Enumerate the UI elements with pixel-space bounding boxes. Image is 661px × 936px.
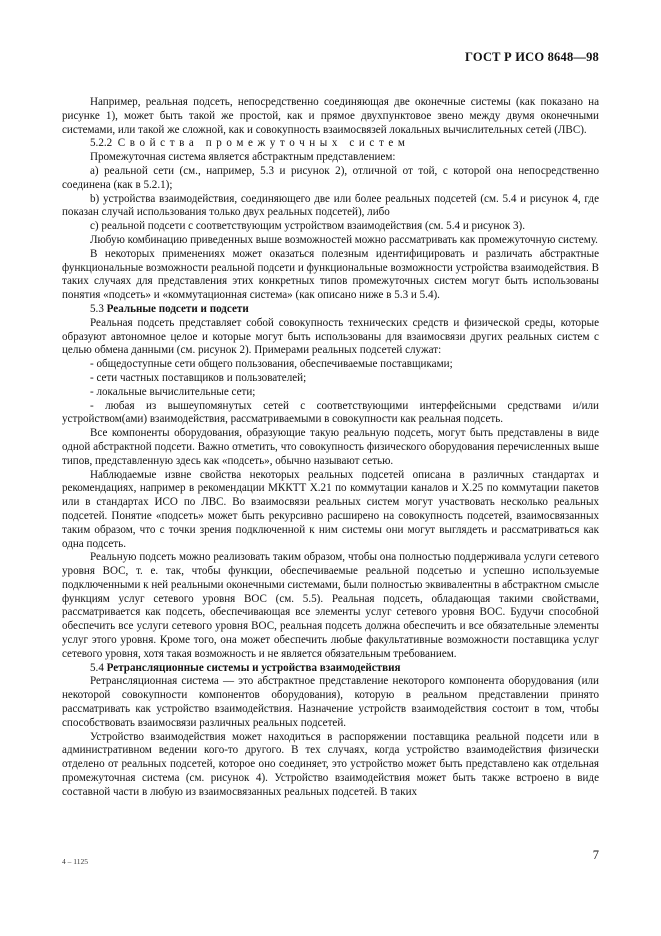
paragraph: Реальная подсеть представляет собой совокупность технических средств и физической среды, которые образуют автономное целое и которые могут быть использованы для взаимосвязи других реальных систем с целью обмена данными (см. рисунок 2). Примерами реальных подсетей служат:	[62, 316, 599, 357]
paragraph: Реальную подсеть можно реализовать таким образом, чтобы она полностью поддерживала услуги сетевого уровня ВОС, т. е. так, чтобы функции, обеспечиваемые реальной подсетью и успешно используемые подключенными к ней реальными оконечными системами, были полностью эквивалентны в абстрактном смысле функциям услуг сетевого уровня ВОС (см. 5.5). Реальная подсеть, обладающая такими свойствами, рассматривается как подсеть, обеспечивающая все элементы услуг сетевого уровня ВОС. Будучи способной обеспечить все услуги сетевого уровня ВОС, реальная подсеть должна обеспечить и все обязательные элементы услуг этого уровня. Кроме того, она может обеспечить любые факультативные возможности поставщика услуг сетевого уровня, хотя такая возможность и не является обязательным требованием.	[62, 551, 599, 660]
list-item: b) устройства взаимодействия, соединяющего две или более реальных подсетей (см. 5.4 и рисунок 4, где показан случай использования только двух реальных подсетей), либо	[62, 192, 599, 219]
paragraph: Устройство взаимодействия может находиться в распоряжении поставщика реальной подсети или в административном ведении кого-то другого. В тех случаях, когда устройство взаимодействия физически отделено от реальных подсетей, которое оно соединяет, это устройство может быть представлено как отдельная промежуточная система (см. рисунок 4). Устройство взаимодействия может быть также встроено в виде составной части в любую из взаимосвязанных реальных подсетей. В таких	[62, 730, 599, 798]
list-item: с) реальной подсети с соответствующим устройством взаимодействия (см. 5.4 и рисунок 3).	[90, 220, 526, 233]
standard-header: ГОСТ Р ИСО 8648—98	[465, 50, 599, 64]
print-code: 4 – 1125	[62, 857, 88, 866]
section-title: Ретрансляционные системы и устройства взаимодействия	[106, 661, 401, 674]
section-heading-5-4	[62, 662, 599, 676]
section-number: 5.4	[90, 661, 104, 674]
section-heading-5-2-2	[62, 137, 599, 151]
list-item: - общедоступные сети общего пользования, обеспечиваемые поставщиками;	[90, 358, 453, 371]
paragraph: Все компоненты оборудования, образующие такую реальную подсеть, могут быть представлены в виде одной абстрактной подсети. Важно отметить, что совокупность физического оборудования перечисленных выше типов, представленную здесь как «подсеть», обычно называют сетью.	[62, 427, 599, 467]
section-title: Реальные подсети и подсети	[106, 302, 249, 315]
page-number: 7	[592, 848, 599, 862]
paragraph: Промежуточная система является абстрактным представлением:	[90, 151, 396, 164]
section-title: Свойства промежуточных систем	[117, 137, 410, 150]
section-number: 5.3	[90, 302, 104, 315]
document-body	[62, 96, 599, 800]
section-number: 5.2.2	[90, 137, 113, 150]
list-item: - сети частных поставщиков и пользователей;	[90, 371, 307, 384]
paragraph: Наблюдаемые извне свойства некоторых реальных подсетей описана в различных стандартах и рекомендациях, например в рекомендации МККТТ X.21 по коммутации каналов и X.25 по коммутации пакетов или в стандартах ИСО по ЛВС. Во взаимосвязи реальных систем могут участвовать несколько реальных подсетей. Понятие «подсеть» может быть рекурсивно расширено на совокупность подсетей, взаимосвязанных таким образом, что с точки зрения подключенной к ним системы они могут выглядеть и рассматриваться как одна подсеть.	[62, 468, 599, 550]
paragraph: Например, реальная подсеть, непосредственно соединяющая две оконечные системы (как показано на рисунке 1), может быть такой же простой, как и прямое двухпунктовое звено между двумя оконечными системами, или такой же сложной, как и совокупность взаимосвязей локальных вычислительных сетей (ЛВС).	[62, 96, 599, 136]
paragraph: Ретрансляционная система — это абстрактное представление некоторого компонента оборудования (или некоторой совокупности компонентов оборудования), которую в реальном представлении принято рассматривать как устройство взаимодействия. Назначение устройств взаимодействия состоит в том, чтобы способствовать взаимосвязи различных реальных подсетей.	[62, 675, 599, 729]
list-item: а) реальной сети (см., например, 5.3 и рисунок 2), отличной от той, с которой она непосредственно соединена (как в 5.2.1);	[62, 164, 599, 191]
paragraph: Любую комбинацию приведенных выше возможностей можно рассматривать как промежуточную систему.	[90, 233, 598, 246]
section-heading-5-3	[62, 303, 599, 317]
list-item: - любая из вышеупомянутых сетей с соответствующими интерфейсными средствами и/или устройством(ами) взаимодействия, рассматриваемыми в совокупности как реальная подсеть.	[62, 399, 599, 426]
paragraph: В некоторых применениях может оказаться полезным идентифицировать и различать абстрактные функциональные возможности реальной подсети и функциональные возможности устройства взаимодействия. В таких случаях для представления этих конкретных типов промежуточных систем могут быть использованы понятия «подсеть» и «коммутационная система» (как описано ниже в 5.3 и 5.4).	[62, 247, 599, 302]
list-item: - локальные вычислительные сети;	[90, 385, 256, 398]
